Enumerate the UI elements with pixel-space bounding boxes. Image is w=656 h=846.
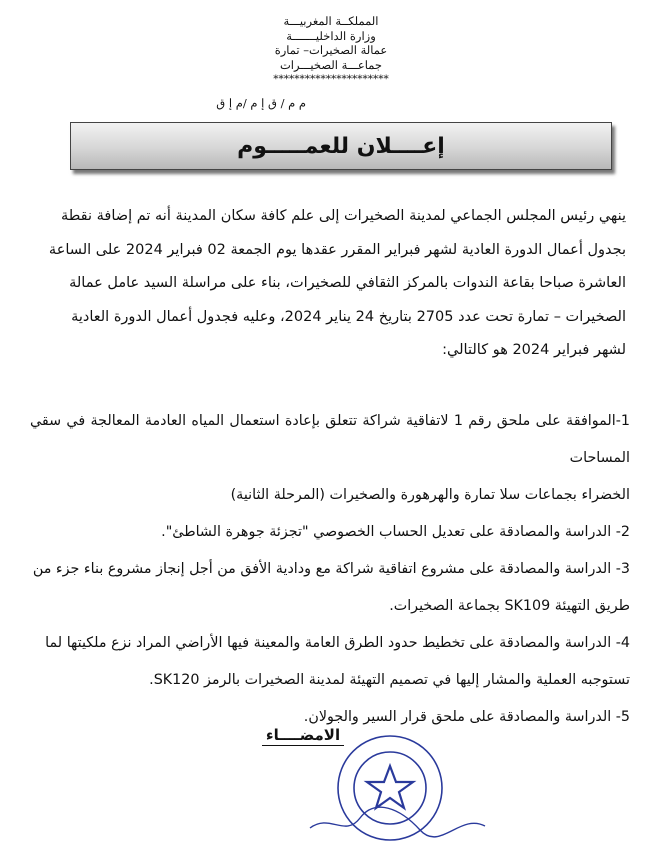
signature-scribble — [310, 807, 485, 837]
agenda-item-4: 4- الدراسة والمصادقة على تخطيط حدود الطرق العامة والمعينة فيها الأراضي المراد نزع ملكيتها لما — [45, 635, 630, 651]
intro-line: بجدول أعمال الدورة العادية لشهر فبراير المقرر عقدها يوم الجمعة 02 فبراير 2024 على الساعة — [48, 241, 626, 258]
announcement-title-box — [70, 122, 612, 170]
stars-divider: ********************** — [273, 73, 389, 85]
agenda-item-2: 2- الدراسة والمصادقة على تعديل الحساب الخصوصي "تجزئة جوهرة الشاطئ". — [161, 524, 630, 540]
agenda-item-5: 5- الدراسة والمصادقة على ملحق قرار السير والجولان. — [303, 709, 630, 725]
intro-line: ينهي رئيس المجلس الجماعي لمدينة الصخيرات إلى علم كافة سكان المدينة أنه تم إضافة نقطة — [61, 208, 626, 224]
agenda-item-4-cont: تستوجبه العملية والمشار إليها في تصميم التهيئة لمدينة الصخيرات بالرمز SK120. — [149, 672, 630, 688]
reference-code: م م / ق إ م /م إ ق — [216, 96, 306, 110]
ministry-line: وزارة الداخليـــــــة — [286, 28, 376, 43]
intro-line: الصخيرات – تمارة تحت عدد 2705 بتاريخ 24 يناير 2024، وعليه فجدول أعمال الدورة العادية — [71, 308, 626, 325]
agenda-item-1-cont: الخضراء بجماعات سلا تمارة والهرهورة والصخيرات (المرحلة الثانية) — [230, 487, 630, 503]
agenda-item-3: 3- الدراسة والمصادقة على مشروع اتفاقية شراكة مع ودادية الأفق من أجل إنجاز مشروع بناء جزء من — [32, 561, 630, 577]
star-emblem — [367, 766, 413, 808]
announcement-title: إعــــلان للعمـــــوم — [237, 133, 445, 159]
intro-line: العاشرة صباحا بقاعة الندوات بالمركز الثقافي للصخيرات، بناء على مراسلة السيد عامل عمالة — [69, 275, 626, 291]
kingdom-line: المملكــة المغربيـــة — [283, 14, 379, 28]
agenda-item-3-cont: طريق التهيئة SK109 بجماعة الصخيرات. — [389, 598, 630, 614]
intro-line: لشهر فبراير 2024 هو كالتالي: — [442, 342, 626, 358]
signature-label: الامضــــاء — [262, 726, 344, 744]
commune-line: جماعـــة الصخيـــرات — [279, 57, 383, 72]
agenda-list — [30, 403, 630, 736]
intro-paragraph — [30, 200, 626, 368]
prefecture-line: عمالة الصخيرات– تمارة — [274, 43, 388, 57]
letterhead — [216, 14, 416, 110]
agenda-item-1: 1-الموافقة على ملحق رقم 1 لاتفاقية شراكة تتعلق بإعادة استعمال المياه العادمة المعالجة في سقي المساحات — [30, 413, 630, 466]
